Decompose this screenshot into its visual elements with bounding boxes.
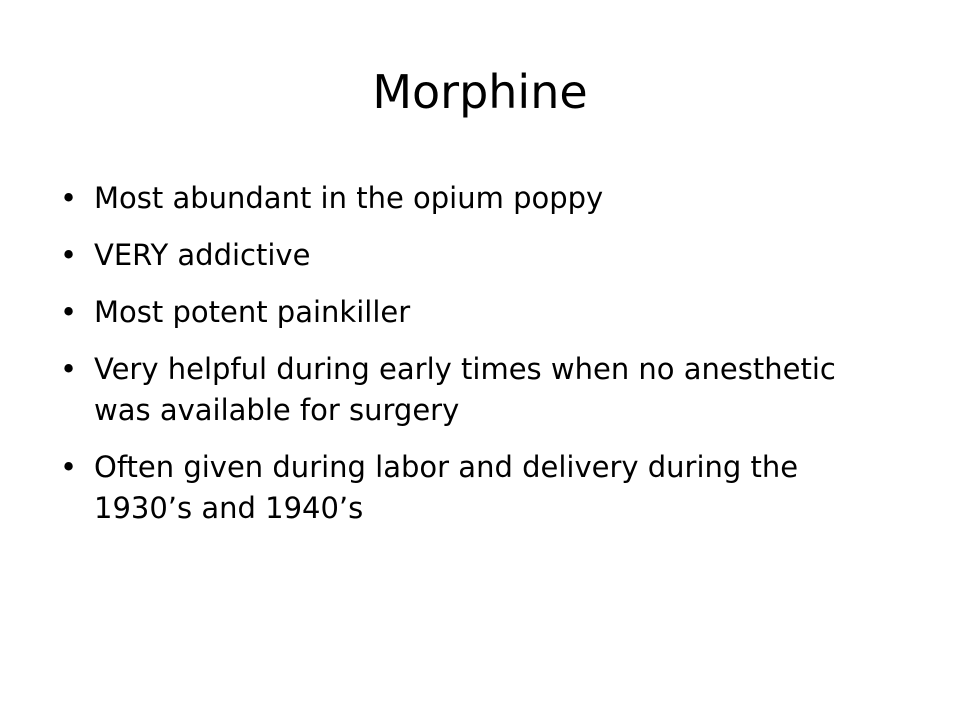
bullet-item	[60, 235, 890, 276]
bullet-item	[60, 178, 890, 219]
bullet-item	[60, 447, 890, 529]
bullet-text: Often given during labor and delivery during the 1930’s and 1940’s	[94, 450, 799, 525]
bullet-text: Most potent painkiller	[94, 295, 411, 329]
bullet-item	[60, 349, 890, 431]
bullet-icon: •	[60, 295, 78, 329]
bullet-icon: •	[60, 352, 78, 386]
bullet-text: Very helpful during early times when no anesthetic was available for surgery	[94, 352, 836, 427]
bullet-text: VERY addictive	[94, 238, 311, 272]
bullet-icon: •	[60, 450, 78, 484]
bullet-item	[60, 292, 890, 333]
bullet-list	[60, 178, 890, 545]
bullet-icon: •	[60, 238, 78, 272]
bullet-icon: •	[60, 181, 78, 215]
slide-title: Morphine	[372, 65, 588, 119]
bullet-text: Most abundant in the opium poppy	[94, 181, 604, 215]
